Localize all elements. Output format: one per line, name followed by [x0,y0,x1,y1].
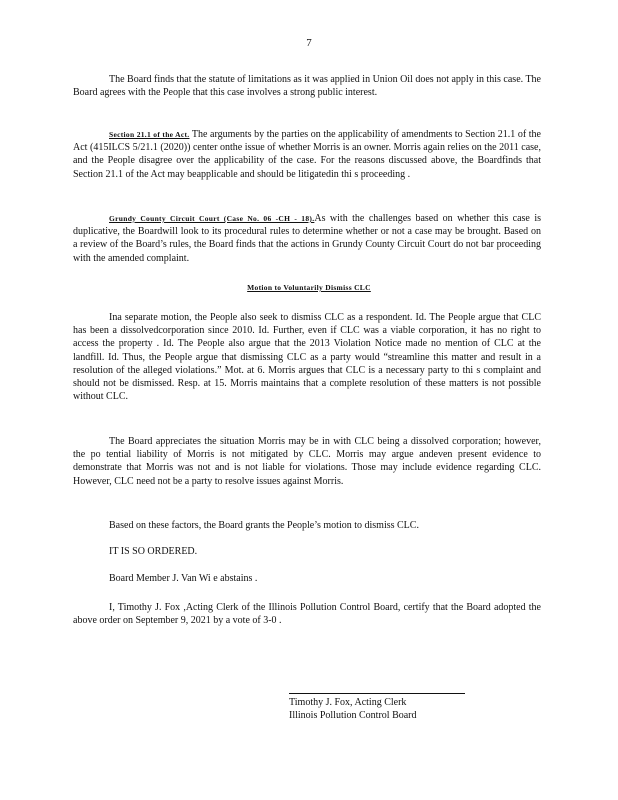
paragraph-separate-motion: Ina separate motion, the People also seek to dismiss CLC as a respondent. Id. The People argue that CLC has been a dissolvedcorporation since 2010. Id. Further, even if CLC was a viable corporation, it has no right to access the property . Id. The People also argue that the 2013 Violation Notice made no mention of CLC at the landfill. Id. Thus, the People argue that dismissing CLC as a party would “streamline this matter and result in a resolution of the alleged violations.” Mot. at 6. Morris argues that CLC is a necessary party to thi s complaint and should not be dismissed. Resp. at 15. Morris maintains that a complete resolution of these matters is not possible without CLC. [73,312,541,403]
motion-dismiss-heading: Motion to Voluntarily Dismiss CLC [247,283,371,292]
section-21-1-body: The arguments by the parties on the applicability of amendments to Section 21.1 of the Act (415ILCS 5/21.1 (2020)) center onthe issue of whether Morris is an owner. Morris again relies on the 2011 case, and the People disagree over the applicability of the case. For the reasons discussed above, the Boardfinds that Section 21.1 of the Act may beapplicable and should be litigatedin thi s proceeding . [73,129,541,180]
signature-line [289,693,465,694]
signature-name: Timothy J. Fox, Acting Clerk [289,697,407,708]
grundy-county-heading: Grundy County Circuit Court (Case No. 06 -CH - 18). [109,214,315,223]
paragraph-so-ordered: IT IS SO ORDERED. [109,546,198,557]
paragraph-section-21-1 [73,128,541,181]
paragraph-grundy-county [73,212,541,265]
section-21-1-heading: Section 21.1 of the Act. [109,130,190,139]
signature-organization: Illinois Pollution Control Board [289,710,417,721]
paragraph-statute-limitations: The Board finds that the statute of limitations as it was applied in Union Oil does not apply in this case. The Board agrees with the People that this case involves a strong public interest. [73,74,541,99]
paragraph-factors: Based on these factors, the Board grants the People’s motion to dismiss CLC. [109,520,419,531]
grundy-county-body: As with the challenges based on whether this case is duplicative, the Boardwill look to its procedural rules to determine whether or not a case may be brought. Based on a review of the Board’s rules, the Board finds that the actions in Grundy County Circuit Court do not bar proceeding with the amended complaint. [73,213,541,264]
paragraph-board-appreciates: The Board appreciates the situation Morris may be in with CLC being a dissolved corporation; however, the po tential liability of Morris is not mitigated by CLC. Morris may argue andeven present evidence to demonstrate that Morris was not and is not liable for violations. Those may include evidence regarding CLC. However, CLC need not be a party to resolve issues against Morris. [73,436,541,487]
paragraph-abstains: Board Member J. Van Wi e abstains . [109,573,258,584]
paragraph-certification: I, Timothy J. Fox ,Acting Clerk of the Illinois Pollution Control Board, certify that the Board adopted the above order on September 9, 2021 by a vote of 3-0 . [73,602,541,627]
page-number: 7 [306,37,312,49]
